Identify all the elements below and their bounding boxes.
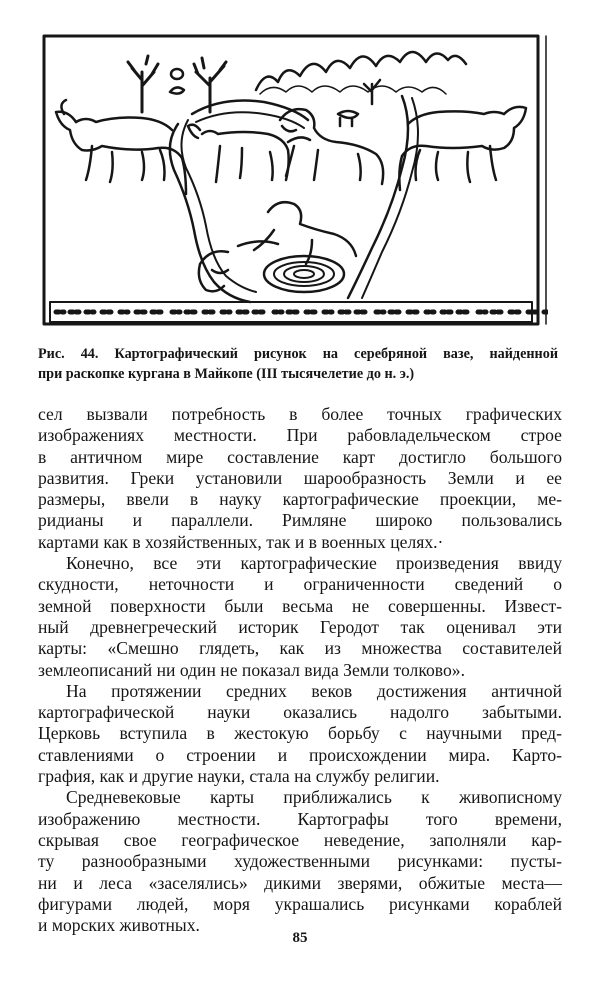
text-line: скудности, неточности и ограниченности сведений о: [38, 574, 562, 595]
tree-left: [128, 56, 158, 112]
text-line: ный древнегреческий историк Геродот так оценивал эти: [38, 616, 562, 637]
body-text: [38, 404, 562, 936]
text-line: изображениях местности. При рабовладельческом строе: [38, 425, 562, 446]
mountains: [256, 52, 466, 90]
lion-top: [280, 109, 383, 184]
text-line: развития. Греки установили шарообразность Земли и ее: [38, 467, 562, 488]
text-line: размеры, ввели в науку картографические проекции, ме-: [38, 489, 562, 510]
text-line: землеописаний ни один не показал вида Земли толково».: [38, 659, 465, 680]
text-line: и морских животных.: [38, 915, 200, 936]
text-line: ставлениями о строении и происхождении мира. Карто-: [38, 744, 562, 765]
caption-line: при раскопке кургана в Майкопе (III тысячелетие до н. э.): [38, 366, 415, 382]
text-line: Конечно, все эти картографические произведения ввиду: [66, 553, 562, 574]
text-line: фигурами людей, моря украшались рисунками кораблей: [38, 893, 562, 914]
text-line: карты: «Смешно глядеть, как из множества составителей: [38, 638, 562, 659]
text-line: земной поверхности были весьма не совершенны. Извест-: [38, 595, 562, 616]
ox-right: [399, 107, 526, 190]
tree-right: [364, 80, 380, 104]
paragraph-2: [38, 553, 562, 681]
text-line: сел вызвали потребность в более точных графических: [38, 404, 562, 424]
caption-line: Рис. 44. Картографический рисунок на серебряной вазе, найденной: [38, 346, 558, 362]
paragraph-3: [38, 681, 562, 787]
text-line: изображению местности. Картографы того времени,: [38, 808, 562, 829]
figure-maikop-vase-drawing: [42, 34, 548, 330]
paragraph-4: [38, 787, 562, 936]
text-line: Церковь вступила в жестокую борьбу с научными пред-: [38, 723, 562, 744]
text-line: графия, как и другие науки, стала на службу религии.: [38, 766, 440, 787]
text-line: картографической науки оказались надолго забытыми.: [38, 702, 562, 723]
text-line: ни и леса «заселялись» дикими зверями, обжитые места—: [38, 872, 562, 893]
bird: [338, 111, 358, 126]
text-line: картами как в хозяйственных, так и в военных целях.·: [38, 531, 444, 552]
figure-caption: [38, 344, 558, 384]
text-line: в античном мире составление карт достигло большого: [38, 446, 562, 467]
vase-illustration: [42, 34, 548, 330]
text-line: Средневековые карты приближались к живописному: [66, 787, 562, 808]
text-line: скрывая свое географическое неведение, заполняли кар-: [38, 829, 562, 850]
page-number: 85: [292, 930, 308, 946]
ox-left: [56, 100, 186, 194]
text-line: На протяжении средних веков достижения античной: [66, 680, 562, 701]
text-line: ридианы и параллели. Римляне широко пользовались: [38, 510, 562, 531]
text-line: ту разнообразными художественными рисунками: пусты-: [38, 851, 562, 872]
paragraph-1: [38, 404, 562, 553]
